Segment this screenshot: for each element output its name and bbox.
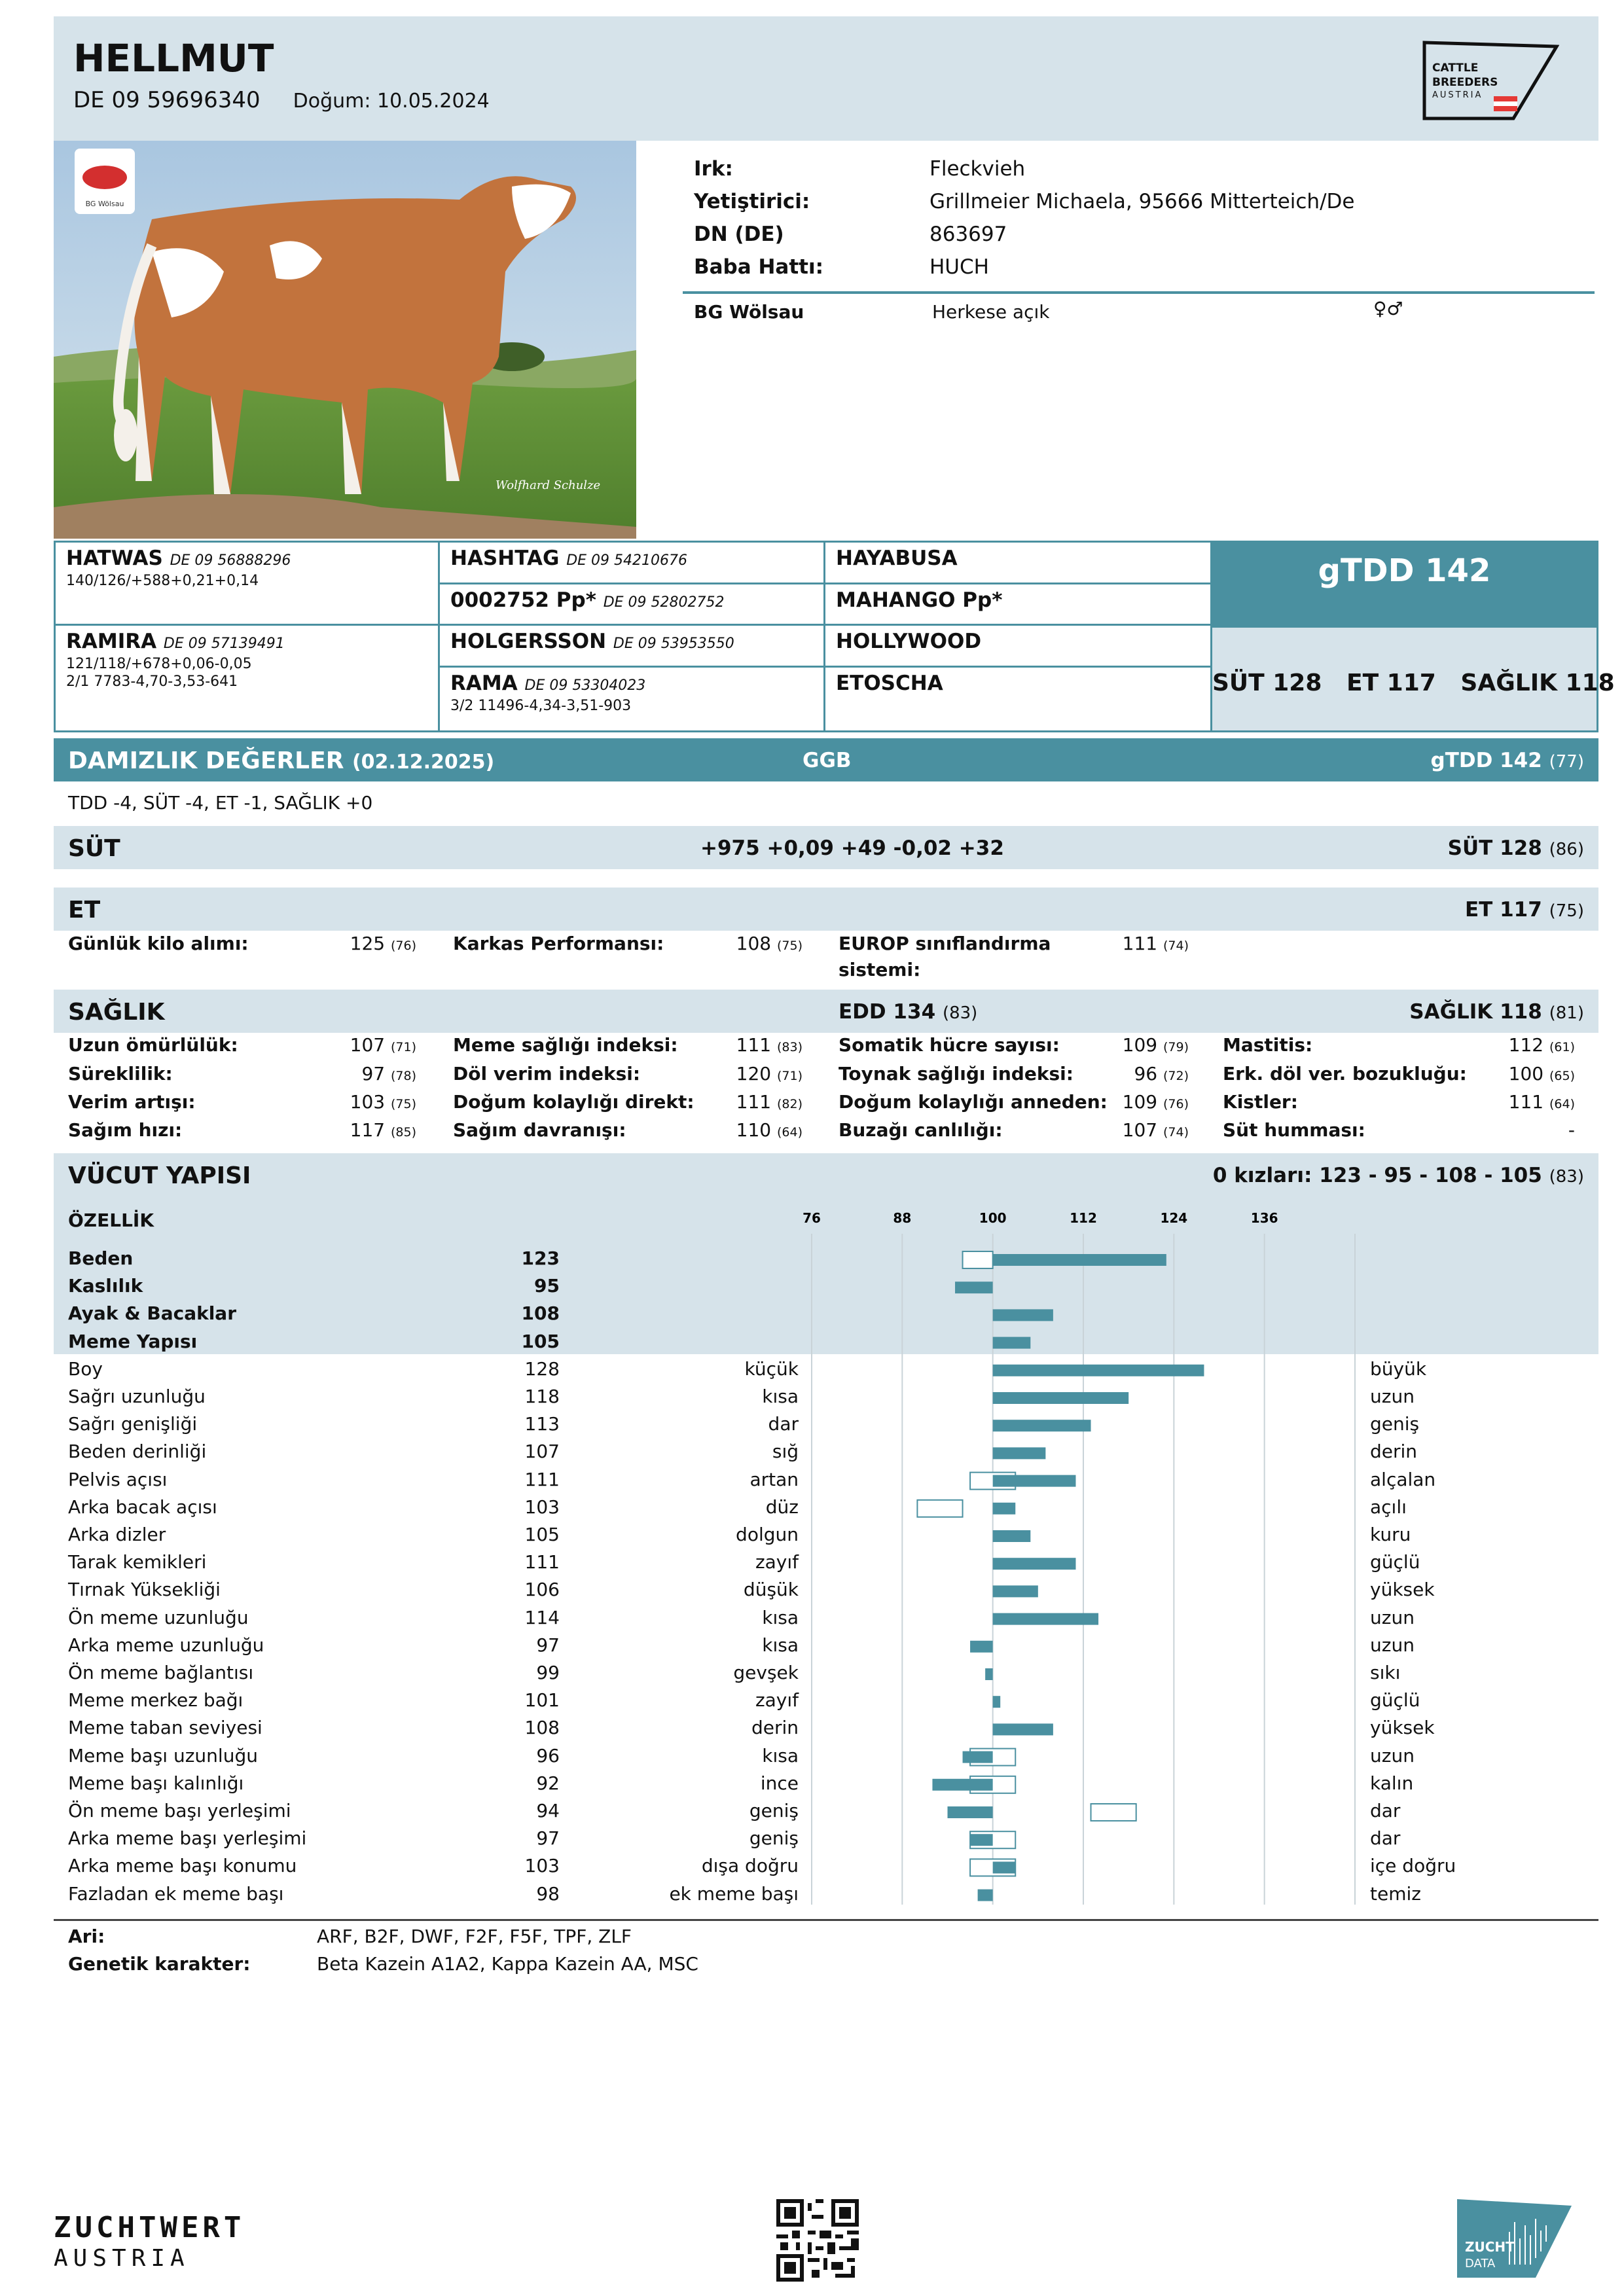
linear-trait-high-label: temiz xyxy=(1370,1882,1421,1905)
daughters-rel: (83) xyxy=(1549,1167,1584,1187)
dd-data: 3/2 11496-4,34-3,51-903 xyxy=(450,698,632,714)
linear-trait-name: Tırnak Yüksekliği xyxy=(68,1579,221,1601)
dss-name: HOLLYWOOD xyxy=(836,630,982,653)
health-item-label: Somatik hücre sayısı: xyxy=(839,1034,1060,1056)
health-item-value: 109 (76) xyxy=(1122,1091,1189,1113)
linear-trait-low-label: dar xyxy=(768,1413,799,1435)
linear-trait-low-label: zayıf xyxy=(755,1689,799,1712)
chart-range-box xyxy=(1091,1804,1136,1821)
linear-trait-high-label: uzun xyxy=(1370,1744,1415,1767)
health-item-label: Verim artışı: xyxy=(68,1091,196,1113)
linear-trait-value: 97 xyxy=(536,1827,560,1850)
linear-trait-value: 92 xyxy=(536,1772,560,1794)
linear-trait-name: Meme taban seviyesi xyxy=(68,1717,262,1739)
chart-bar xyxy=(993,1558,1076,1570)
chart-tick-label: 88 xyxy=(893,1210,912,1226)
chart-bar xyxy=(993,1503,1016,1515)
ds-id: DE 09 53953550 xyxy=(613,636,734,652)
linear-trait-name: Arka bacak açısı xyxy=(68,1496,217,1518)
dam-name: RAMIRA xyxy=(66,630,157,653)
gtdd-value: gTDD 142 xyxy=(1318,552,1491,589)
meat-item: EUROP sınıflandırma xyxy=(839,933,1051,954)
edd-index: EDD 134 xyxy=(839,1000,936,1024)
bees-label: Ari: xyxy=(68,1926,105,1947)
health-item-label: Meme sağlığı indeksi: xyxy=(453,1034,678,1056)
linear-trait-name: Arka dizler xyxy=(68,1524,166,1545)
health-item-value: 112 (61) xyxy=(1508,1034,1575,1056)
ds-name: HOLGERSSON xyxy=(450,630,607,653)
main-trait-value: 108 xyxy=(521,1302,560,1325)
qr-code-icon xyxy=(776,2199,859,2282)
meat-item-value: 108 (75) xyxy=(736,933,803,954)
linear-trait-high-label: alçalan xyxy=(1370,1468,1436,1490)
health-item-value: 97 (78) xyxy=(361,1063,416,1085)
chart-tick-label: 100 xyxy=(979,1210,1007,1226)
photo-credit: Wolfhard Schulze xyxy=(496,478,601,492)
info-value: 863697 xyxy=(929,223,1007,246)
breeding-gtdd-rel: (77) xyxy=(1549,752,1584,772)
health-item-value: 107 (71) xyxy=(350,1034,416,1056)
linear-trait-value: 111 xyxy=(524,1551,560,1573)
linear-trait-name: Pelvis açısı xyxy=(68,1468,168,1490)
linear-trait-low-label: sığ xyxy=(772,1441,799,1463)
dd-id: DE 09 53304023 xyxy=(524,677,646,694)
health-item-value: 107 (74) xyxy=(1122,1119,1189,1141)
linear-trait-name: Tarak kemikleri xyxy=(68,1551,207,1573)
health-item-value: 96 (72) xyxy=(1134,1063,1189,1085)
zucht-data-line1: ZUCHT xyxy=(1465,2239,1515,2255)
linear-trait-high-label: yüksek xyxy=(1370,1579,1435,1601)
info-label: DN (DE) xyxy=(694,223,784,246)
health-item-value: 117 (85) xyxy=(350,1119,416,1141)
linear-trait-name: Meme merkez bağı xyxy=(68,1689,244,1712)
health-item-value: 109 (79) xyxy=(1122,1034,1189,1056)
zuchtwert-logo-line1: ZUCHTWERT xyxy=(54,2211,245,2244)
chart-bar xyxy=(993,1392,1129,1404)
dam-id: DE 09 57139491 xyxy=(163,636,285,652)
health-item-label: Doğum kolaylığı anneden: xyxy=(839,1091,1108,1113)
linear-trait-high-label: açılı xyxy=(1370,1496,1407,1518)
meat-index: ET 117 xyxy=(1465,898,1542,922)
sire-id: DE 09 56888296 xyxy=(170,552,291,569)
linear-trait-high-label: kuru xyxy=(1370,1524,1411,1545)
linear-trait-low-label: düz xyxy=(765,1496,799,1518)
meat-title: ET xyxy=(68,897,101,924)
meat-item-value: 111 (74) xyxy=(1122,933,1189,954)
linear-trait-high-label: dar xyxy=(1370,1827,1401,1850)
chart-bar xyxy=(993,1337,1031,1349)
health-item-value: 111 (82) xyxy=(736,1091,803,1113)
chart-tick-label: 76 xyxy=(803,1210,821,1226)
health-item-label: Erk. döl ver. bozukluğu: xyxy=(1223,1063,1467,1085)
summary-sub: SÜT 128 ET 117 SAĞLIK 118 xyxy=(1212,670,1615,696)
chart-bar xyxy=(993,1861,1016,1873)
health-item-value: 100 (65) xyxy=(1508,1063,1575,1085)
chart-tick-label: 124 xyxy=(1160,1210,1188,1226)
linear-trait-value: 103 xyxy=(524,1496,560,1518)
health-item-value: 110 (64) xyxy=(736,1119,803,1141)
main-trait-value: 105 xyxy=(521,1330,560,1352)
health-item-value: 111 (83) xyxy=(736,1034,803,1056)
linear-trait-name: Sağrı genişliği xyxy=(68,1413,198,1435)
sire-name: HATWAS xyxy=(66,547,163,570)
info-value: HUCH xyxy=(929,255,989,279)
breeding-title: DAMIZLIK DEĞERLER xyxy=(68,747,344,774)
zucht-data-line2: DATA xyxy=(1465,2257,1496,2270)
linear-trait-value: 106 xyxy=(524,1579,560,1601)
linear-trait-value: 128 xyxy=(524,1357,560,1380)
animal-name: HELLMUT xyxy=(73,36,274,81)
linear-trait-high-label: dar xyxy=(1370,1800,1401,1821)
linear-trait-value: 94 xyxy=(536,1800,560,1821)
linear-trait-low-label: kısa xyxy=(762,1634,799,1656)
linear-trait-high-label: güçlü xyxy=(1370,1551,1420,1573)
linear-trait-low-label: küçük xyxy=(744,1357,799,1380)
meat-rel: (75) xyxy=(1549,901,1584,921)
chart-bar xyxy=(948,1806,993,1818)
chart-bar xyxy=(932,1779,992,1791)
animal-id: DE 09 59696340 xyxy=(73,87,261,113)
info-label: Yetiştirici: xyxy=(694,190,810,213)
linear-trait-value: 105 xyxy=(524,1524,560,1545)
linear-trait-high-label: uzun xyxy=(1370,1634,1415,1656)
genetic-label: Genetik karakter: xyxy=(68,1953,251,1975)
linear-trait-low-label: kısa xyxy=(762,1606,799,1628)
genetic-value: Beta Kazein A1A2, Kappa Kazein AA, MSC xyxy=(317,1953,698,1975)
linear-trait-name: Ön meme başı yerleşimi xyxy=(68,1800,291,1821)
linear-trait-value: 108 xyxy=(524,1717,560,1739)
linear-trait-value: 97 xyxy=(536,1634,560,1656)
chart-bar xyxy=(993,1530,1031,1542)
feature-header: ÖZELLİK xyxy=(68,1210,154,1231)
health-item-label: Sağım hızı: xyxy=(68,1119,183,1141)
chart-bar xyxy=(993,1420,1091,1431)
linear-trait-low-label: zayıf xyxy=(755,1551,799,1573)
linear-trait-low-label: geniş xyxy=(749,1827,799,1850)
linear-trait-name: Arka meme başı yerleşimi xyxy=(68,1827,307,1850)
linear-trait-low-label: düşük xyxy=(743,1579,799,1601)
linear-trait-high-label: uzun xyxy=(1370,1606,1415,1628)
linear-trait-name: Fazladan ek meme başı xyxy=(68,1882,284,1905)
main-trait-name: Kaslılık xyxy=(68,1275,143,1297)
chart-bar xyxy=(993,1475,1076,1487)
health-item-label: Toynak sağlığı indeksi: xyxy=(839,1063,1074,1085)
linear-trait-low-label: gevşek xyxy=(733,1662,799,1683)
info-value: Grillmeier Michaela, 95666 Mitterteich/De xyxy=(929,190,1355,213)
linear-trait-high-label: derin xyxy=(1370,1441,1418,1463)
breeder-badge-text: BG Wölsau xyxy=(85,200,124,208)
linear-trait-high-label: güçlü xyxy=(1370,1689,1420,1712)
milk-values: +975 +0,09 +49 -0,02 +32 xyxy=(700,836,1004,860)
chart-bar xyxy=(993,1585,1038,1597)
body-title: VÜCUT YAPISI xyxy=(68,1162,251,1189)
main-trait-value: 95 xyxy=(534,1275,560,1297)
linear-trait-low-label: ek meme başı xyxy=(669,1882,799,1905)
chart-bar xyxy=(993,1365,1204,1376)
sd-id: DE 09 52802752 xyxy=(603,594,725,611)
dds-name: ETOSCHA xyxy=(836,672,943,695)
linear-trait-value: 111 xyxy=(524,1468,560,1490)
linear-trait-value: 114 xyxy=(524,1606,560,1628)
chart-bar xyxy=(993,1696,1001,1708)
availability: Herkese açık xyxy=(932,301,1050,323)
logo-text-cattle: CATTLE xyxy=(1432,62,1479,75)
linear-trait-name: Ön meme uzunluğu xyxy=(68,1606,249,1628)
health-item-value: 120 (71) xyxy=(736,1063,803,1085)
health-item-label: Sağım davranışı: xyxy=(453,1119,626,1141)
chart-bar xyxy=(963,1751,993,1763)
linear-trait-name: Boy xyxy=(68,1357,103,1380)
sire-data: 140/126/+588+0,21+0,14 xyxy=(66,573,259,589)
index-changes: TDD -4, SÜT -4, ET -1, SAĞLIK +0 xyxy=(68,792,373,814)
health-item-label: Uzun ömürlülük: xyxy=(68,1034,238,1056)
ggb-label: GGB xyxy=(803,749,852,772)
health-item-value: - xyxy=(1568,1119,1575,1141)
dam-data-1: 121/118/+678+0,06-0,05 xyxy=(66,656,252,672)
chart-bar xyxy=(970,1641,993,1653)
ss-id: DE 09 54210676 xyxy=(566,552,687,569)
health-rel: (81) xyxy=(1549,1003,1584,1023)
sds-name: MAHANGO Pp* xyxy=(836,588,1003,612)
milk-rel: (86) xyxy=(1549,840,1584,859)
linear-trait-value: 101 xyxy=(524,1689,560,1712)
linear-trait-high-label: büyük xyxy=(1370,1357,1427,1380)
daughters-line: 0 kızları: 123 - 95 - 108 - 105 xyxy=(1212,1164,1542,1187)
linear-trait-name: Meme başı kalınlığı xyxy=(68,1772,244,1794)
health-item-label: Buzağı canlılığı: xyxy=(839,1119,1003,1141)
extra-divider xyxy=(54,1919,1598,1921)
chart-range-box xyxy=(963,1251,993,1268)
milk-title: SÜT xyxy=(68,835,120,862)
health-title: SAĞLIK xyxy=(68,999,165,1026)
linear-trait-low-label: kısa xyxy=(762,1386,799,1407)
chart-bar xyxy=(993,1613,1098,1625)
main-trait-name: Meme Yapısı xyxy=(68,1330,198,1352)
linear-trait-name: Beden derinliği xyxy=(68,1441,207,1463)
chart-bar xyxy=(993,1723,1053,1735)
station-name: BG Wölsau xyxy=(694,301,804,323)
sd-name: 0002752 Pp* xyxy=(450,588,596,612)
health-index: SAĞLIK 118 xyxy=(1409,1000,1542,1024)
linear-trait-high-label: yüksek xyxy=(1370,1717,1435,1739)
main-trait-value: 123 xyxy=(521,1247,560,1269)
health-item-label: Mastitis: xyxy=(1223,1034,1313,1056)
meat-item-line2: sistemi: xyxy=(839,959,921,980)
edd-rel: (83) xyxy=(942,1003,978,1023)
linear-trait-low-label: dışa doğru xyxy=(701,1855,799,1877)
meat-item: Günlük kilo alımı: xyxy=(68,933,249,954)
health-item-label: Süt humması: xyxy=(1223,1119,1365,1141)
linear-trait-high-label: içe doğru xyxy=(1370,1855,1456,1877)
ss-name: HASHTAG xyxy=(450,547,560,570)
zucht-data-logo xyxy=(1457,2193,1572,2284)
linear-trait-low-label: ince xyxy=(760,1772,799,1794)
linear-trait-value: 107 xyxy=(524,1441,560,1463)
main-trait-name: Ayak & Bacaklar xyxy=(68,1302,237,1325)
linear-trait-low-label: dolgun xyxy=(736,1524,799,1545)
milk-index: SÜT 128 xyxy=(1447,836,1542,860)
chart-bar xyxy=(993,1447,1046,1459)
chart-bar xyxy=(970,1834,993,1846)
linear-trait-value: 113 xyxy=(524,1413,560,1435)
zuchtwert-logo-line2: AUSTRIA xyxy=(54,2245,190,2272)
logo-text-austria: AUSTRIA xyxy=(1432,90,1483,100)
linear-trait-value: 103 xyxy=(524,1855,560,1877)
sss-name: HAYABUSA xyxy=(836,547,958,570)
linear-trait-high-label: uzun xyxy=(1370,1386,1415,1407)
linear-trait-name: Arka meme uzunluğu xyxy=(68,1634,264,1656)
dd-name: RAMA xyxy=(450,672,518,695)
chart-tick-label: 112 xyxy=(1070,1210,1097,1226)
health-item-label: Doğum kolaylığı direkt: xyxy=(453,1091,695,1113)
linear-trait-name: Meme başı uzunluğu xyxy=(68,1744,258,1767)
chart-range-box xyxy=(917,1500,962,1517)
chart-bar xyxy=(985,1668,993,1680)
chart-bar xyxy=(993,1254,1166,1266)
linear-trait-high-label: kalın xyxy=(1370,1772,1414,1794)
info-value: Fleckvieh xyxy=(929,157,1026,181)
health-item-label: Döl verim indeksi: xyxy=(453,1063,641,1085)
sex-symbols: ♀♂ xyxy=(1373,298,1403,319)
linear-trait-low-label: artan xyxy=(749,1468,799,1490)
info-label: Baba Hattı: xyxy=(694,255,823,279)
bees-value: ARF, B2F, DWF, F2F, F5F, TPF, ZLF xyxy=(317,1926,632,1947)
linear-trait-name: Sağrı uzunluğu xyxy=(68,1386,206,1407)
linear-trait-value: 118 xyxy=(524,1386,560,1407)
linear-trait-high-label: sıkı xyxy=(1370,1662,1401,1683)
chart-tick-label: 136 xyxy=(1250,1210,1278,1226)
logo-text-breeders: BREEDERS xyxy=(1432,76,1498,89)
health-item-value: 111 (64) xyxy=(1508,1091,1575,1113)
chart-bar xyxy=(955,1282,993,1293)
health-item-label: Kistler: xyxy=(1223,1091,1298,1113)
meat-item: Karkas Performansı: xyxy=(453,933,664,954)
linear-trait-low-label: derin xyxy=(751,1717,799,1739)
linear-trait-low-label: geniş xyxy=(749,1800,799,1821)
linear-trait-value: 99 xyxy=(536,1662,560,1683)
chart-bar xyxy=(993,1309,1053,1321)
info-label: Irk: xyxy=(694,157,733,181)
birth-date: Doğum: 10.05.2024 xyxy=(293,90,490,113)
breeding-date: (02.12.2025) xyxy=(352,751,495,774)
linear-trait-name: Arka meme başı konumu xyxy=(68,1855,297,1877)
main-trait-name: Beden xyxy=(68,1247,134,1269)
dam-data-2: 2/1 7783-4,70-3,53-641 xyxy=(66,673,238,690)
linear-trait-high-label: geniş xyxy=(1370,1413,1420,1435)
chart-bar xyxy=(978,1890,993,1901)
linear-trait-name: Ön meme bağlantısı xyxy=(68,1662,254,1683)
health-item-label: Süreklilik: xyxy=(68,1063,173,1085)
health-item-value: 103 (75) xyxy=(350,1091,416,1113)
linear-trait-value: 96 xyxy=(536,1744,560,1767)
breeding-gtdd: gTDD 142 xyxy=(1430,749,1542,772)
linear-trait-value: 98 xyxy=(536,1882,560,1905)
meat-item-value: 125 (76) xyxy=(350,933,416,954)
linear-trait-low-label: kısa xyxy=(762,1744,799,1767)
